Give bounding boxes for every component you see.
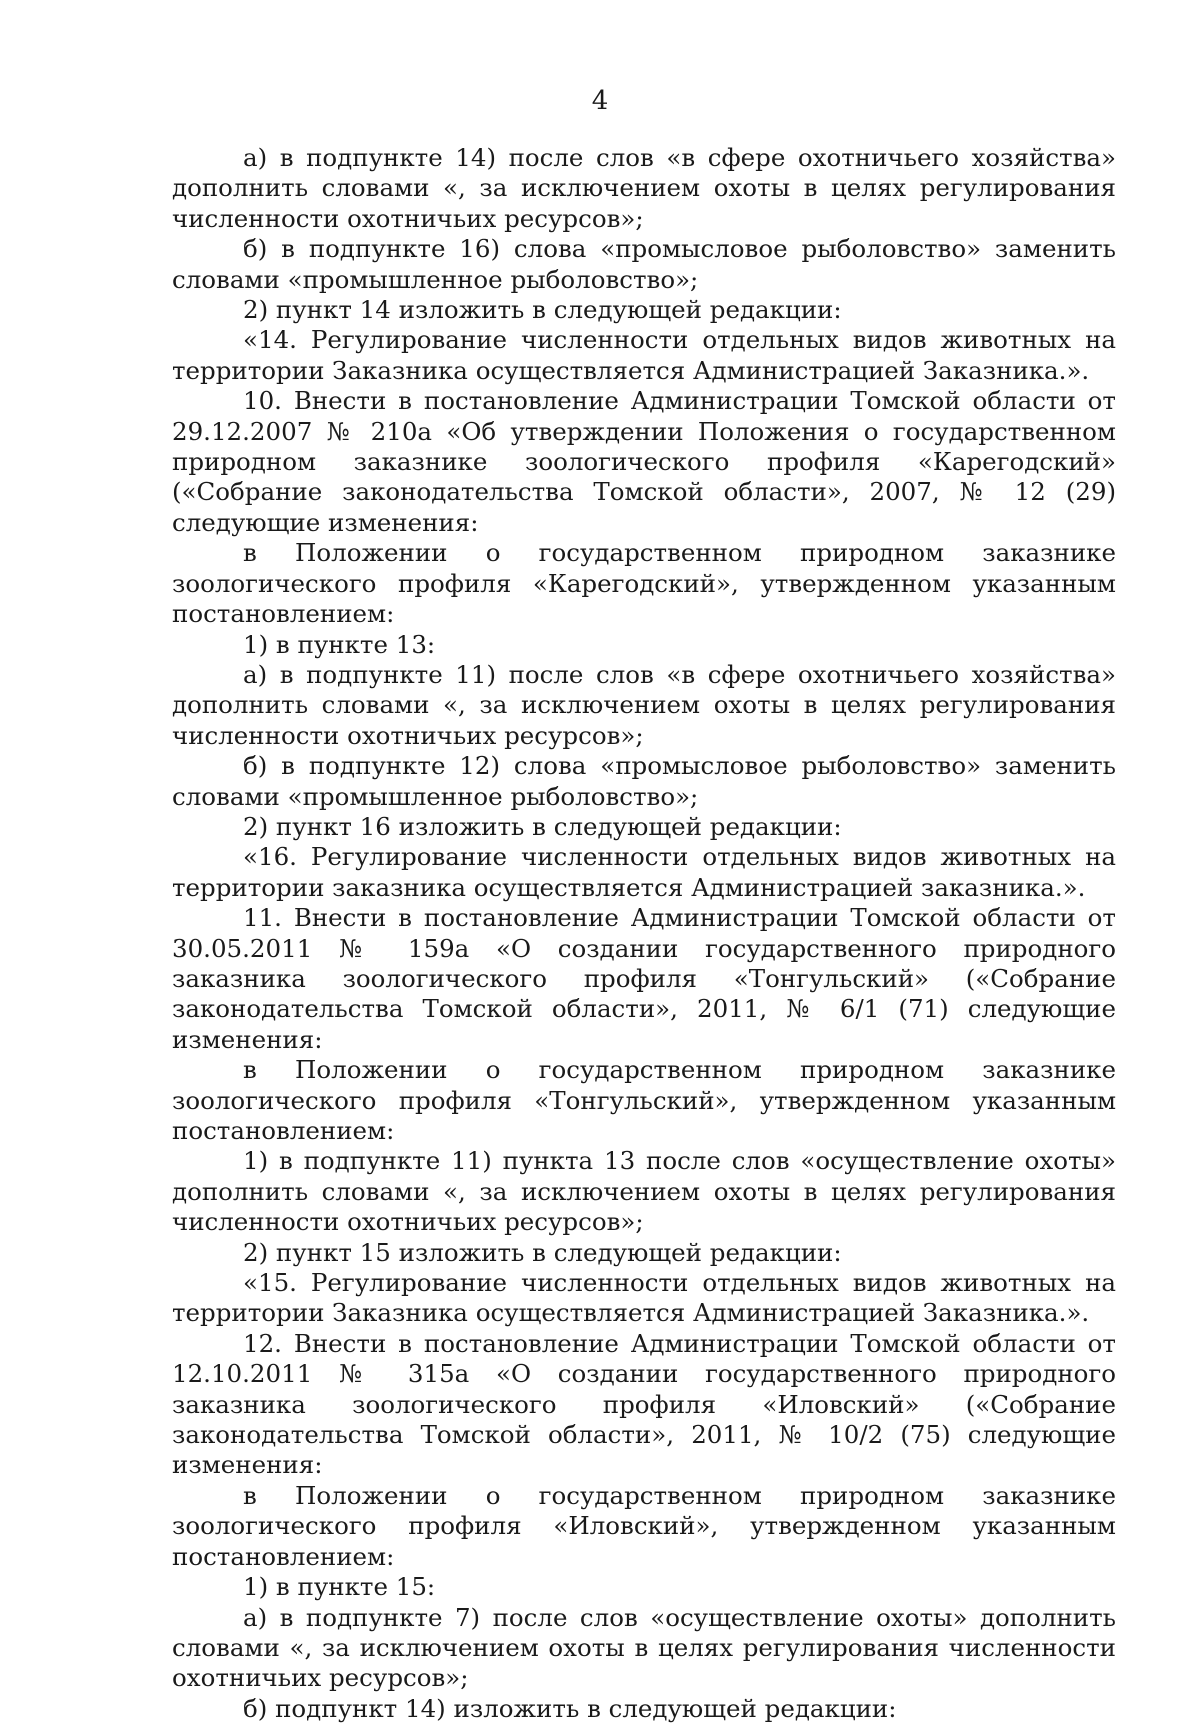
- paragraph: а) в подпункте 7) после слов «осуществление охоты» дополнить словами «, за исключением охоты в целях регулирования численности охотничьих ресурсов»;: [172, 1602, 1116, 1693]
- paragraph: 11. Внести в постановление Администрации Томской области от 30.05.2011 № 159а «О создании государственного природного заказника зоологического профиля «Тонгульский» («Собрание законодательства Томской области», 2011, № 6/1 (71) следующие изменения:: [172, 903, 1116, 1054]
- paragraph: 10. Внести в постановление Администрации Томской области от 29.12.2007 № 210а «Об утверждении Положения о государственном природном заказнике зоологического профиля «Карегодский» («Собрание законодательства Томской области», 2007, № 12 (29) следующие изменения:: [172, 386, 1116, 537]
- paragraph: «15. Регулирование численности отдельных видов животных на территории Заказника осуществляется Администрацией Заказника.».: [172, 1268, 1116, 1328]
- document-body: [172, 143, 1116, 1724]
- page-number: 4: [591, 86, 609, 116]
- paragraph: а) в подпункте 14) после слов «в сфере охотничьего хозяйства» дополнить словами «, за исключением охоты в целях регулирования численности охотничьих ресурсов»;: [172, 143, 1116, 233]
- paragraph: б) в подпункте 16) слова «промысловое рыболовство» заменить словами «промышленное рыболовство»;: [172, 234, 1116, 294]
- paragraph: б) в подпункте 12) слова «промысловое рыболовство» заменить словами «промышленное рыболовство»;: [172, 751, 1116, 811]
- paragraph: 2) пункт 15 изложить в следующей редакции:: [243, 1237, 842, 1267]
- paragraph: «16. Регулирование численности отдельных видов животных на территории заказника осуществляется Администрацией заказника.».: [172, 842, 1116, 902]
- paragraph: б) подпункт 14) изложить в следующей редакции:: [243, 1693, 897, 1723]
- paragraph: 1) в подпункте 11) пункта 13 после слов «осуществление охоты» дополнить словами «, за исключением охоты в целях регулирования численности охотничьих ресурсов»;: [172, 1146, 1116, 1237]
- paragraph: 2) пункт 16 изложить в следующей редакции:: [243, 811, 842, 841]
- paragraph: 1) в пункте 13:: [243, 629, 436, 659]
- paragraph: в Положении о государственном природном заказнике зоологического профиля «Тонгульский», утвержденном указанным постановлением:: [172, 1055, 1116, 1145]
- paragraph: 2) пункт 14 изложить в следующей редакции:: [243, 295, 842, 325]
- paragraph: а) в подпункте 11) после слов «в сфере охотничьего хозяйства» дополнить словами «, за исключением охоты в целях регулирования численности охотничьих ресурсов»;: [172, 659, 1116, 750]
- paragraph: 12. Внести в постановление Администрации Томской области от 12.10.2011 № 315а «О создании государственного природного заказника зоологического профиля «Иловский» («Собрание законодательства Томской области», 2011, № 10/2 (75) следующие изменения:: [172, 1328, 1116, 1480]
- paragraph: в Положении о государственном природном заказнике зоологического профиля «Иловский», утвержденном указанным постановлением:: [172, 1480, 1116, 1571]
- paragraph: «14. Регулирование численности отдельных видов животных на территории Заказника осуществляется Администрацией Заказника.».: [172, 325, 1116, 385]
- paragraph: в Положении о государственном природном заказнике зоологического профиля «Карегодский», утвержденном указанным постановлением:: [172, 538, 1116, 629]
- paragraph: 1) в пункте 15:: [243, 1572, 436, 1602]
